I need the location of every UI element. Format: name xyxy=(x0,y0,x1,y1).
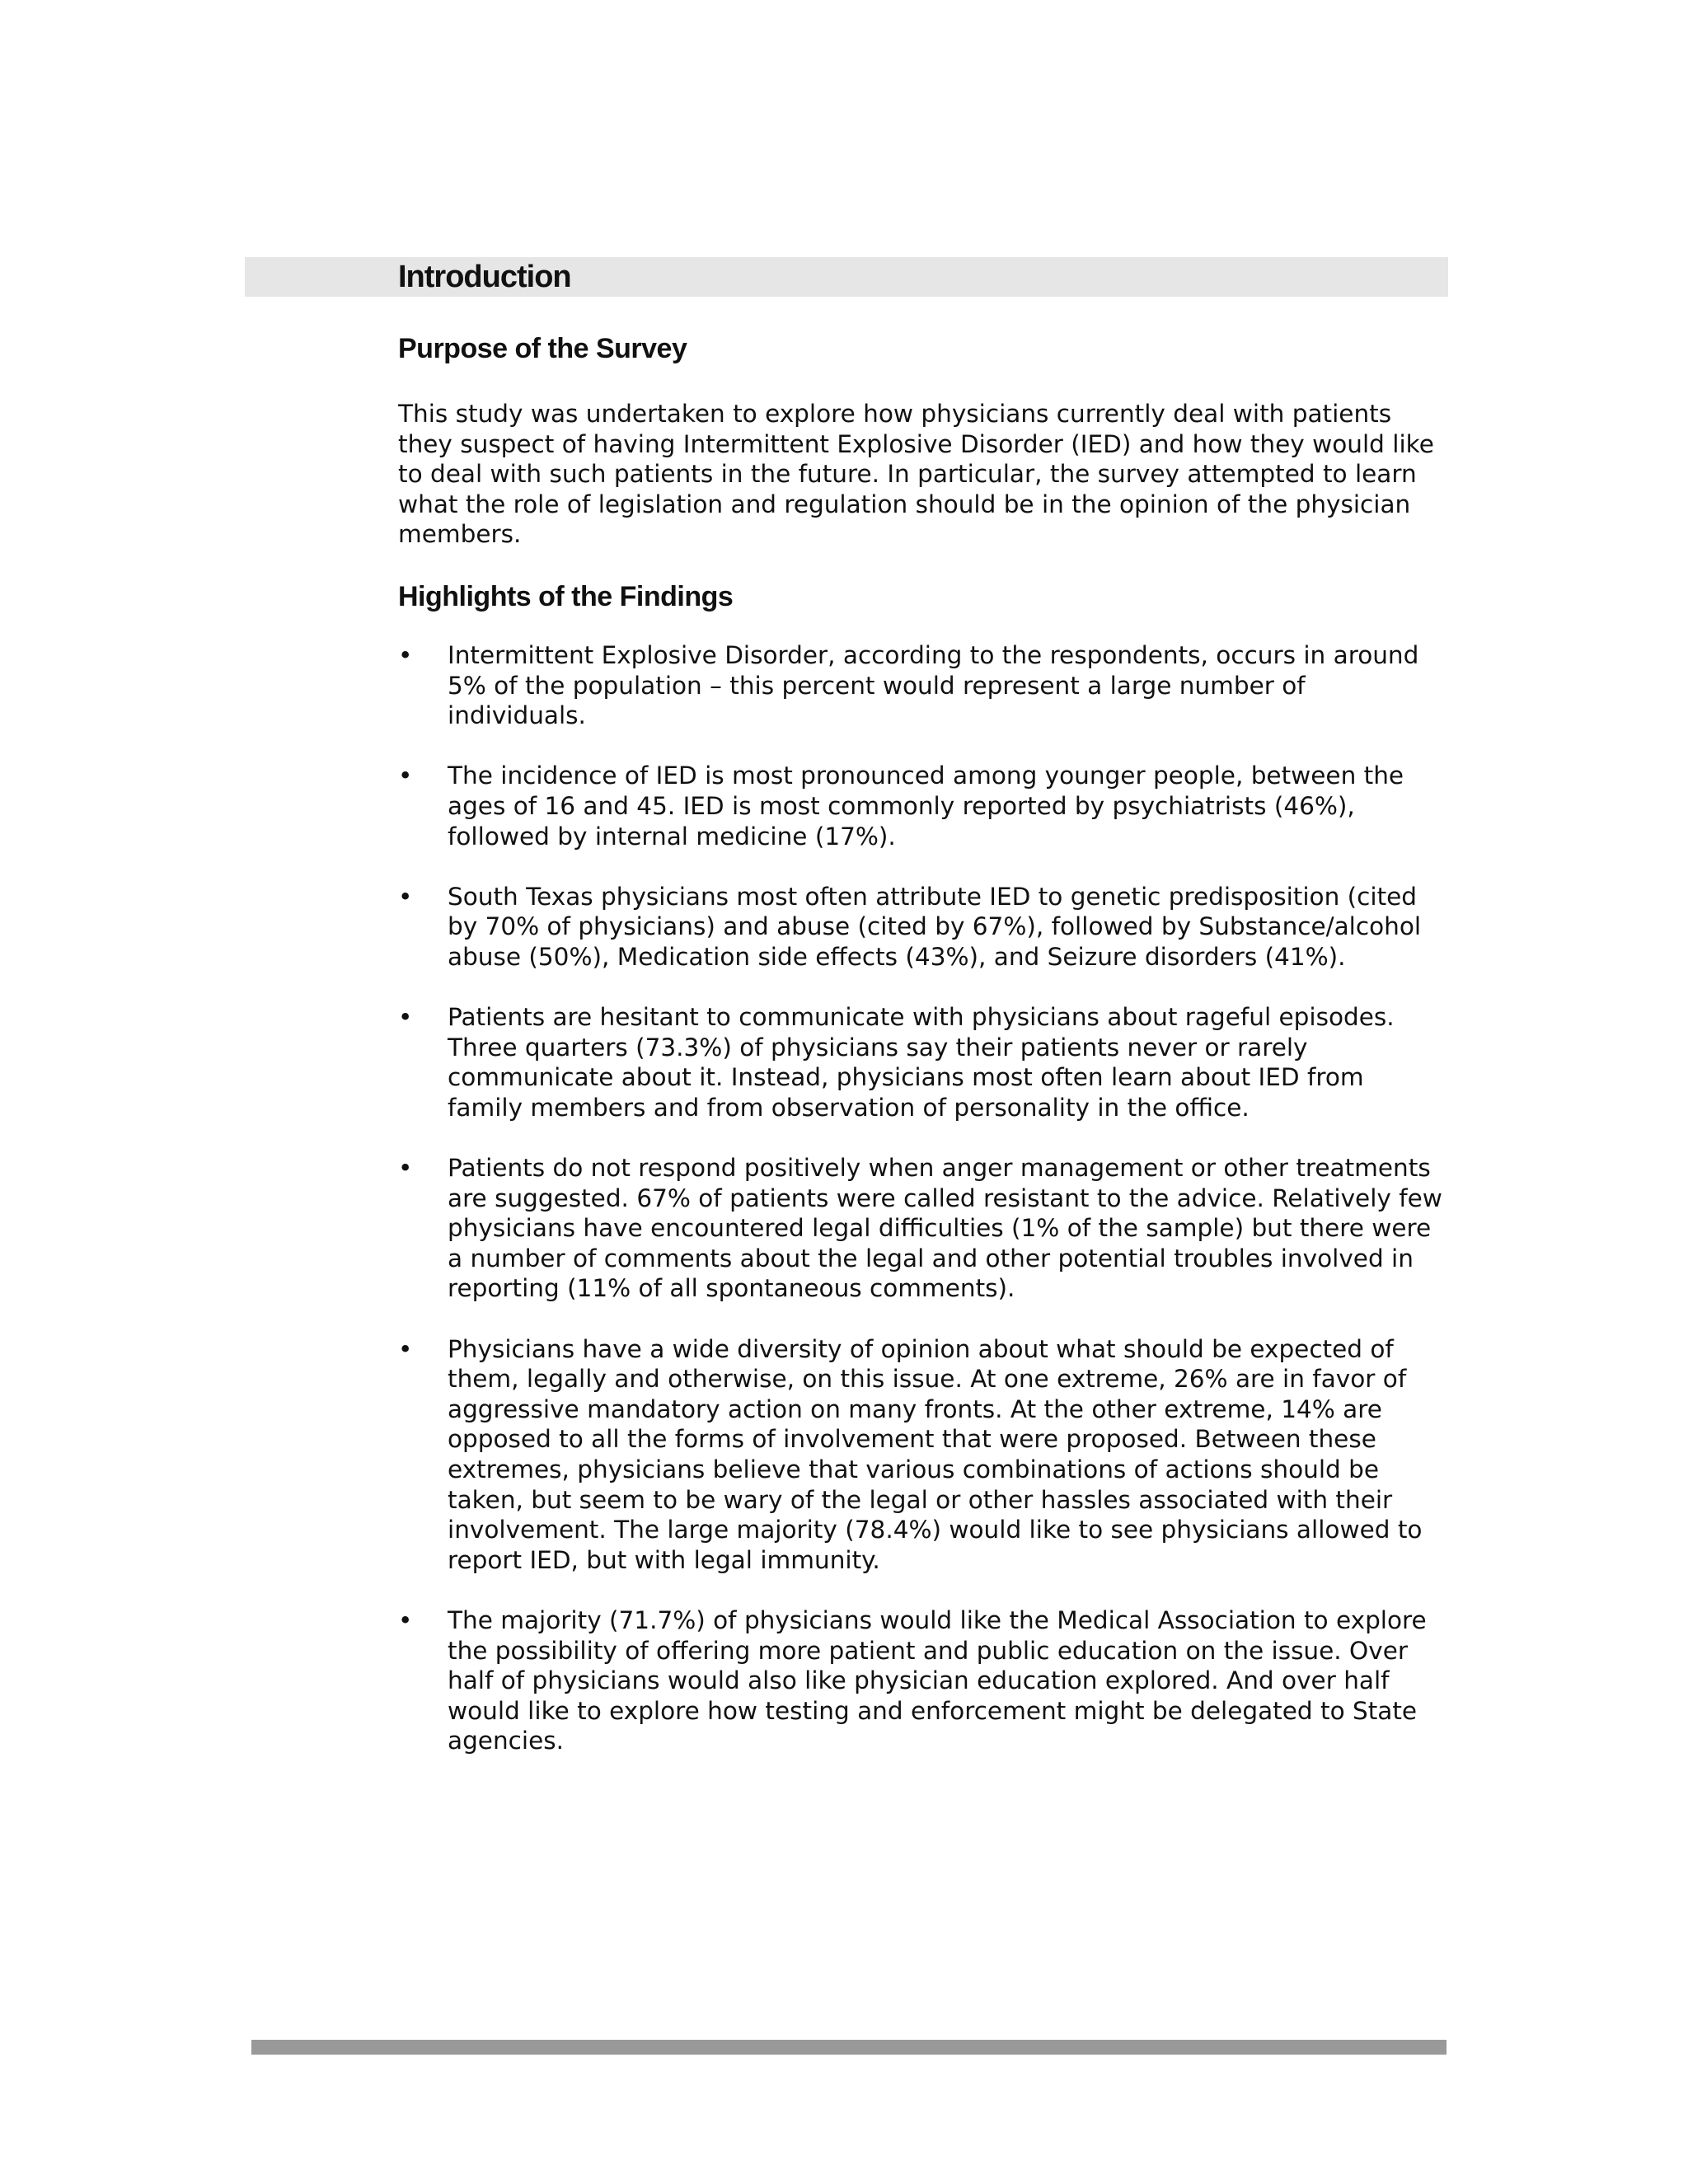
section-title: Introduction xyxy=(398,260,571,294)
bullet-icon: • xyxy=(398,1334,413,1363)
section-header-band xyxy=(245,257,1448,297)
bullet-icon: • xyxy=(398,762,413,790)
bullet-icon: • xyxy=(398,882,413,911)
findings-heading: Highlights of the Findings xyxy=(398,580,734,612)
purpose-heading: Purpose of the Survey xyxy=(398,333,687,364)
document-body xyxy=(398,328,1447,1787)
bullet-icon: • xyxy=(398,1154,413,1183)
list-item xyxy=(398,882,1447,972)
list-item xyxy=(398,1002,1447,1122)
findings-list xyxy=(398,640,1447,1756)
list-item xyxy=(398,1153,1447,1304)
list-item-text: South Texas physicians most often attribute IED to genetic predisposition (cited by 70% of physicians) and abuse (cited by 67%), followed by Substance/alcohol abuse (50%), Medication side effects (43%), and Seizure disorders (41%). xyxy=(448,882,1422,971)
list-item-text: The incidence of IED is most pronounced among younger people, between the ages of 16 and 45. IED is most commonly reported by psychiatrists (46%), followed by internal medicine (17%). xyxy=(448,762,1404,851)
footer-divider xyxy=(251,2040,1447,2055)
list-item xyxy=(398,1605,1447,1756)
list-item xyxy=(398,1334,1447,1576)
list-item xyxy=(398,640,1447,731)
purpose-paragraph: This study was undertaken to explore how physicians currently deal with patients they suspect of having Intermittent Explosive Disorder (IED) and how they would like to deal with such patients in the future. In particular, the survey attempted to learn what the role of legislation and regulation should be in the opinion of the physician members. xyxy=(398,400,1434,549)
list-item-text: The majority (71.7%) of physicians would like the Medical Association to explore the possibility of offering more patient and public education on the issue. Over half of physicians would also like physician education explored. And over half would like to explore how testing and enforcement might be delegated to State agencies. xyxy=(448,1605,1427,1755)
bullet-icon: • xyxy=(398,640,413,669)
list-item-text: Intermittent Explosive Disorder, according to the respondents, occurs in around 5% of the population – this percent would represent a large number of individuals. xyxy=(448,640,1419,730)
list-item xyxy=(398,761,1447,851)
bullet-icon: • xyxy=(398,1003,413,1032)
list-item-text: Patients are hesitant to communicate with physicians about rageful episodes. Three quarters (73.3%) of physicians say their patients never or rarely communicate about it. Instead, physicians most often learn about IED from family members and from observation of personality in the office. xyxy=(448,1003,1395,1122)
list-item-text: Physicians have a wide diversity of opinion about what should be expected of them, legally and otherwise, on this issue. At one extreme, 26% are in favor of aggressive mandatory action on many fronts. At the other extreme, 14% are opposed to all the forms of involvement that were proposed. Between these extremes, physicians believe that various combinations of actions should be taken, but seem to be wary of the legal or other hassles associated with their involvement. The large majority (78.4%) would like to see physicians allowed to report IED, but with legal immunity. xyxy=(448,1334,1423,1574)
list-item-text: Patients do not respond positively when anger management or other treatments are suggested. 67% of patients were called resistant to the advice. Relatively few physicians have encountered legal difficulties (1% of the sample) but there were a number of comments about the legal and other potential troubles involved in reporting (11% of all spontaneous comments). xyxy=(448,1154,1442,1303)
bullet-icon: • xyxy=(398,1605,413,1634)
